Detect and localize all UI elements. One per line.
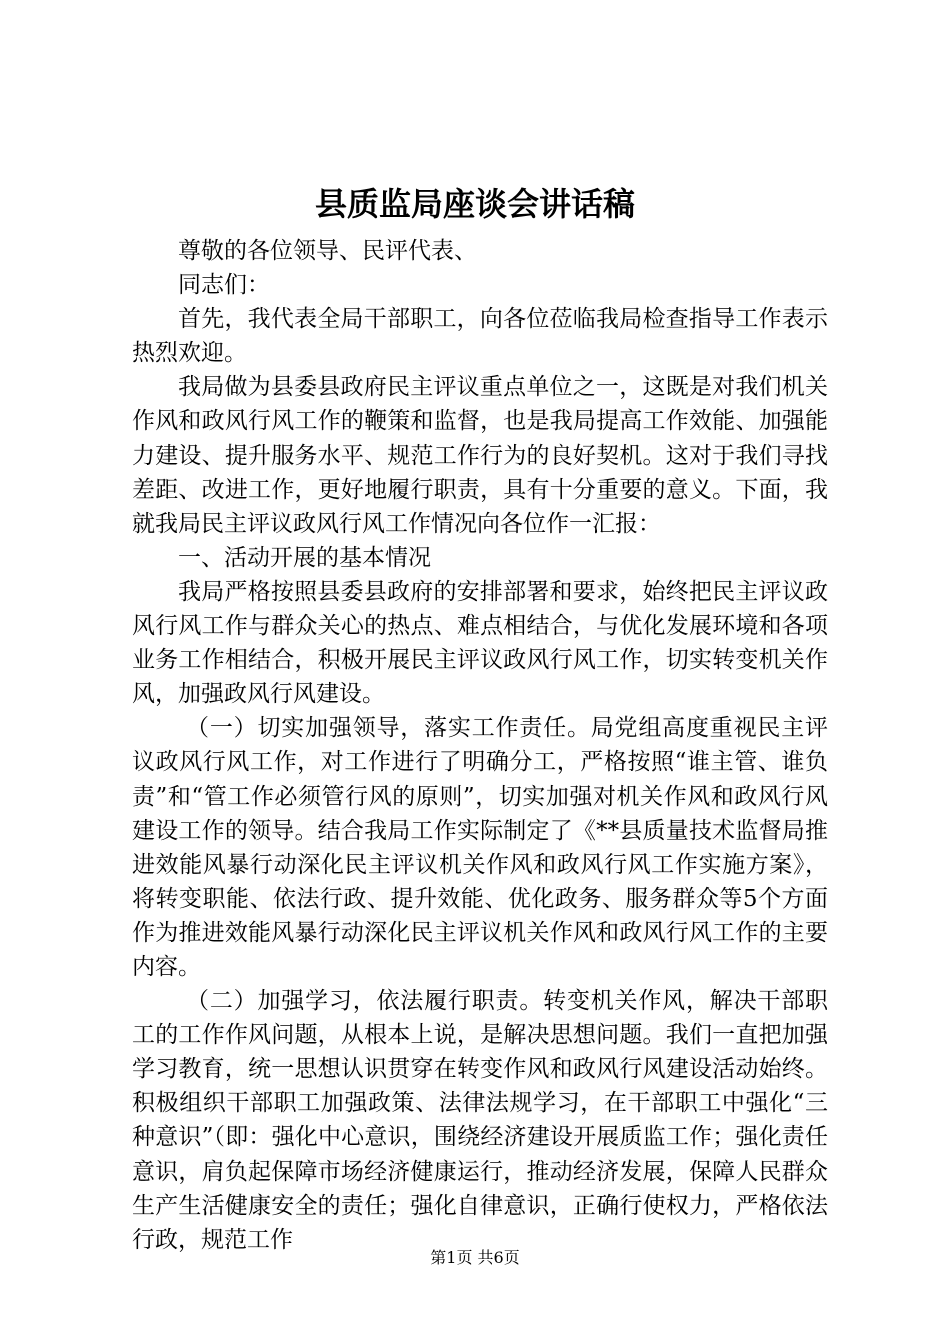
salutation-line: 同志们： [178,272,270,299]
body-paragraph: 首先，我代表全局干部职工，向各位莅临我局检查指导工作表示热烈欢迎。 [132,306,828,367]
section-heading: 一、活动开展的基本情况 [178,544,431,571]
body-paragraph: 我局做为县委县政府民主评议重点单位之一，这既是对我们机关作风和政风行风工作的鞭策和监督，也是我局提高工作效能、加强能力建设、提升服务水平、规范工作行为的良好契机。这对于我们寻找差距、改进工作，更好地履行职责，具有十分重要的意义。下面，我就我局民主评议政风行风工作情况向各位作一汇报： [132,374,828,537]
page-footer: 第1页 共6页 [430,1248,520,1267]
salutation-line: 尊敬的各位领导、民评代表、 [178,238,477,264]
document-body [132,234,828,1257]
document-title: 县质监局座谈会讲话稿 [314,185,635,223]
subsection-paragraph: （一）切实加强领导，落实工作责任。局党组高度重视民主评议政风行风工作，对工作进行了明确分工，严格按照“谁主管、谁负责”和“管工作必须管行风的原则”，切实加强对机关作风和政风行风建设工作的领导。结合我局工作实际制定了《**县质量技术监督局推进效能风暴行动深化民主评议机关作风和政风行风工作实施方案》，将转变职能、依法行政、提升效能、优化政务、服务群众等5个方面作为推进效能风暴行动深化民主评议机关作风和政风行风工作的主要内容。 [132,715,828,980]
subsection-paragraph: （二）加强学习，依法履行职责。转变机关作风，解决干部职工的工作作风问题，从根本上说，是解决思想问题。我们一直把加强学习教育，统一思想认识贯穿在转变作风和政风行风建设活动始终。积极组织干部职工加强政策、法律法规学习，在干部职工中强化“三种意识”（即：强化中心意识，围绕经济建设开展质监工作；强化责任意识，肩负起保障市场经济健康运行，推动经济发展，保障人民群众生产生活健康安全的责任；强化自律意识，正确行使权力，严格依法行政，规范工作 [132,988,828,1253]
body-paragraph: 我局严格按照县委县政府的安排部署和要求，始终把民主评议政风行风工作与群众关心的热点、难点相结合，与优化发展环境和各项业务工作相结合，积极开展民主评议政风行风工作，切实转变机关作风，加强政风行风建设。 [132,578,828,708]
